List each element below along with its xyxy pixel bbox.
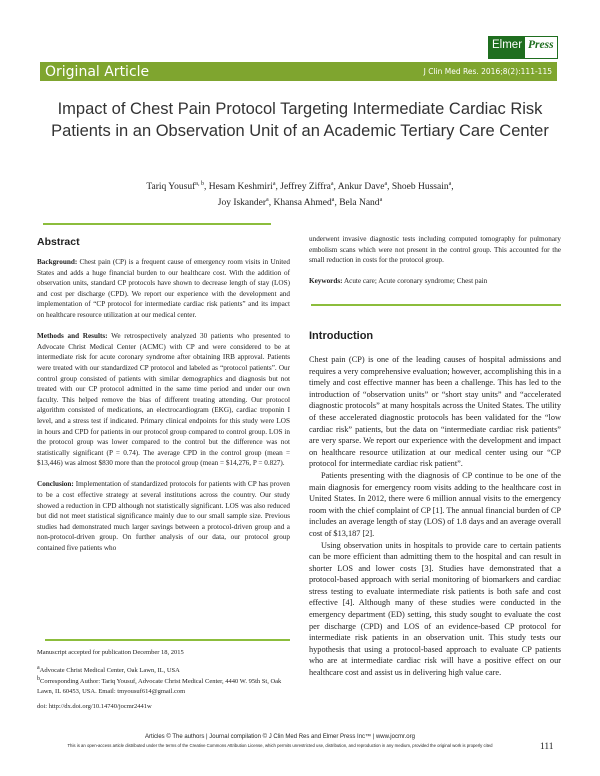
introduction-body	[309, 354, 561, 679]
publisher-logo: Elmer Press	[488, 36, 558, 59]
author: Tariq Yousuf$^{a, b}$,	[146, 181, 209, 193]
footnotes	[37, 648, 290, 712]
section-label: Original Article	[45, 63, 150, 80]
affiliation-a: $^a$Advocate Christ Medical Center, Oak Lawn, IL, USA	[37, 664, 180, 674]
abstract-background: Background: Chest pain (CP) is a frequent cause of emergency room visits in United States and adds a huge financial burden to our healthcare cost. With the addition of observation units, standard CP protocols have shown to decrease length of stay (LOS) and cost per discharge (CPD). We report our experience with the development and implementation of “CP protocol for intermediate cardiac risk patients” and its impact on healthcare resource utilization at our medical center.	[37, 258, 291, 319]
abstract-left	[37, 257, 290, 564]
affiliation-b: $^b$Corresponding Author: Tariq Yousuf, Advocate Christ Medical Center, 4440 W. 95th St, Oak Lawn, IL 60453, USA. Email: tmyousuf614@gmail.com	[37, 676, 282, 695]
author: Ankur Dave$^a$,	[337, 181, 392, 193]
divider	[311, 304, 561, 306]
article-title: Impact of Chest Pain Protocol Targeting Intermediate Cardiac Risk Patients in an Observation Unit of an Academic Tertiary Care Center	[51, 100, 549, 140]
abstract-conclusion: Conclusion: Implementation of standardized protocols for patients with CP has proven to be a cost effective strategy at several institutions across the country. Our study showed a reduction in CPD although not statistically significant. LOS was also reduced but did not meet statistical significance mainly due to our small sample size. Previous studies had demonstrated much larger savings between a protocol-driven group and a non-protocol-driven group. On further analysis of our data, our protocol group contained five patients who	[37, 480, 290, 553]
abstract-heading: Abstract	[37, 236, 80, 248]
abstract-methods: Methods and Results: We retrospectively analyzed 30 patients who presented to Advocate Christ Medical Center (ACMC) with CP and were considered to be at intermediate risk for acute coronary syndrome after obtaining IRB approval. Patients were treated with our standardized CP protocol and labeled as “protocol patients”. Our control group consisted of patients with similar demographics and diagnosis but not treated with our CP protocol admitted in the same time period and under our own faculty. This helped remove the bias of different treating attending. Our protocol algorithm consisted of medications, an electrocardiogram (EKG), cardiac troponin I level, and a stress test if indicated. Primary clinical endpoints for this study were LOS in hours and CPD for patients in our protocol group compared to control group. LOS in the protocol group was lower compared to the control but the difference was not statistically significant (P = 0.74). The average CPD in the control group (mean = $13,446) was almost $830 more than the protocol group (mean = $14,276, P = 0.827).	[37, 332, 290, 468]
keywords: Keywords: Acute care; Acute coronary syndrome; Chest pain	[309, 277, 488, 286]
author: Joy Iskander$^a$,	[217, 197, 274, 209]
paragraph: Patients presenting with the diagnosis of CP continue to be one of the main diagnosis for emergency room visits adding to the healthcare cost in United States. In 2012, there were 6 million annual visits to the emergency room with the chief complaint of CP [1]. The annual financial burden of CP includes an average length of stay (LOS) of 1.8 days and an average overall cost of $13,187 [2].	[309, 470, 561, 538]
citation: J Clin Med Res. 2016;8(2):111-115	[423, 67, 552, 76]
accepted-date: Manuscript accepted for publication December 18, 2015	[37, 649, 184, 656]
author: Jeffrey Ziffra$^a$,	[280, 181, 338, 193]
license-line: This is an open-access article distributed under the terms of the Creative Commons Attribution License, which permits unrestricted use, distribution, and reproduction in any medium, provided the original work is properly cited	[67, 743, 493, 748]
copyright-line: Articles © The authors | Journal compilation © J Clin Med Res and Elmer Press Inc™ | www.jocmr.org	[145, 734, 415, 740]
author: Bela Nand$^a$	[339, 197, 383, 209]
author: Khansa Ahmed$^a$,	[273, 197, 340, 209]
page-number: 111	[540, 742, 554, 752]
divider	[43, 223, 271, 225]
abstract-right	[309, 234, 561, 298]
introduction-heading: Introduction	[309, 330, 374, 342]
paragraph: Using observation units in hospitals to provide care to certain patients can be more efficient than admitting them to the hospital and can result in shorter LOS and lower costs [3]. Studies have demonstrated that a protocol-based approach with serial monitoring of biomarkers and cardiac stress testing to evaluate intermediate risk patients is both safe and cost effective [4]. Although many of these studies were conducted in the emergency department (ED) setting, this study sought to evaluate the cost per discharge (CPD) and LOS of an evidence-based CP protocol for intermediate risk patients in an observation unit. This study tests our hypothesis that using a protocol-based approach to evaluate CP patients who are at intermediate cardiac risk will have a positive effect on our healthcare cost and assist us in delivering high value care.	[309, 540, 561, 678]
page-footer	[40, 734, 520, 749]
abstract-continued: underwent invasive diagnostic tests including computed tomography for pulmonary embolism scans which were not present in the control group. This accounted for the small reduction in costs for the protocol group.	[309, 235, 561, 265]
doi-link[interactable]: doi: http://dx.doi.org/10.14740/jocmr2441w	[37, 703, 152, 711]
author: Hesam Keshmiri$^a$,	[208, 181, 281, 193]
author-list	[40, 178, 560, 210]
author: Shoeb Hussain$^a$,	[391, 181, 454, 193]
article-header-bar	[40, 62, 557, 81]
divider	[45, 639, 290, 641]
paragraph: Chest pain (CP) is one of the leading causes of hospital admissions and requires a very comprehensive evaluation; however, accomplishing this in a timely and cost effective manner has been a challenge. This has led to the introduction of “observation units” or “short stay units” and “accelerated diagnostic protocols” at many hospitals across the United States. The utility of these accelerated diagnostic protocols has been validated for the “low cardiac risk” patients, but the data on “intermediate cardiac risk patients” are very sparse. We report our experience with the development and impact on healthcare resource utilization at our medical center using our “CP protocol for intermediate cardiac risk patient”.	[309, 355, 561, 469]
